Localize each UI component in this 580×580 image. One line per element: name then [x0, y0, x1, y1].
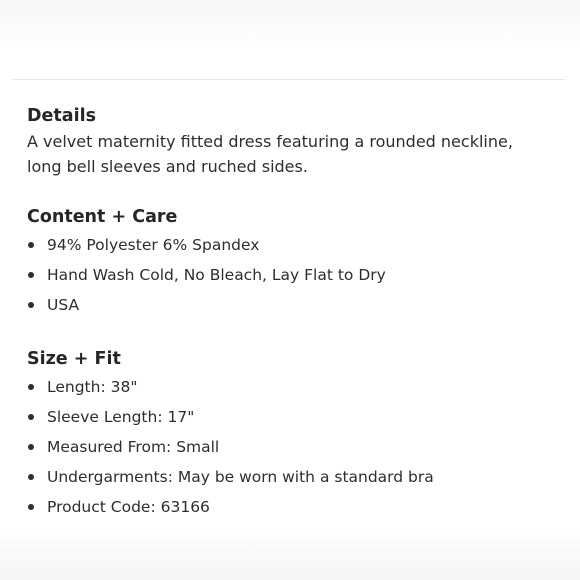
bullet-icon [28, 414, 34, 420]
bottom-fade [0, 532, 580, 580]
list-item [27, 462, 567, 492]
list-item [27, 230, 567, 260]
content-care-heading: Content + Care [27, 207, 178, 227]
details-section [27, 104, 567, 179]
bullet-icon [28, 242, 34, 248]
details-heading: Details [27, 106, 96, 126]
bullet-icon [28, 272, 34, 278]
details-description: A velvet maternity fitted dress featuring a rounded neckline, long bell sleeves and ruched sides. [27, 132, 513, 176]
bullet-icon [28, 444, 34, 450]
list-item-text: Measured From: Small [47, 438, 220, 456]
top-fade [0, 0, 580, 46]
content-care-list [27, 230, 567, 320]
size-fit-section [27, 347, 567, 522]
list-item [27, 372, 567, 402]
list-item-text: Length: 38" [47, 378, 138, 396]
size-fit-heading: Size + Fit [27, 349, 121, 369]
list-item-text: USA [47, 296, 80, 314]
list-item [27, 432, 567, 462]
list-item-text: Undergarments: May be worn with a standard bra [47, 468, 434, 486]
bullet-icon [28, 474, 34, 480]
bullet-icon [28, 384, 34, 390]
size-fit-list [27, 372, 567, 522]
list-item-text: 94% Polyester 6% Spandex [47, 236, 260, 254]
section-divider [13, 79, 565, 80]
bullet-icon [28, 302, 34, 308]
content-care-section [27, 205, 567, 320]
bullet-icon [28, 504, 34, 510]
list-item-text: Hand Wash Cold, No Bleach, Lay Flat to Dry [47, 266, 386, 284]
list-item [27, 260, 567, 290]
list-item-text: Product Code: 63166 [47, 498, 210, 516]
list-item [27, 492, 567, 522]
list-item-text: Sleeve Length: 17" [47, 408, 195, 426]
product-info [27, 104, 567, 522]
list-item [27, 290, 567, 320]
list-item [27, 402, 567, 432]
